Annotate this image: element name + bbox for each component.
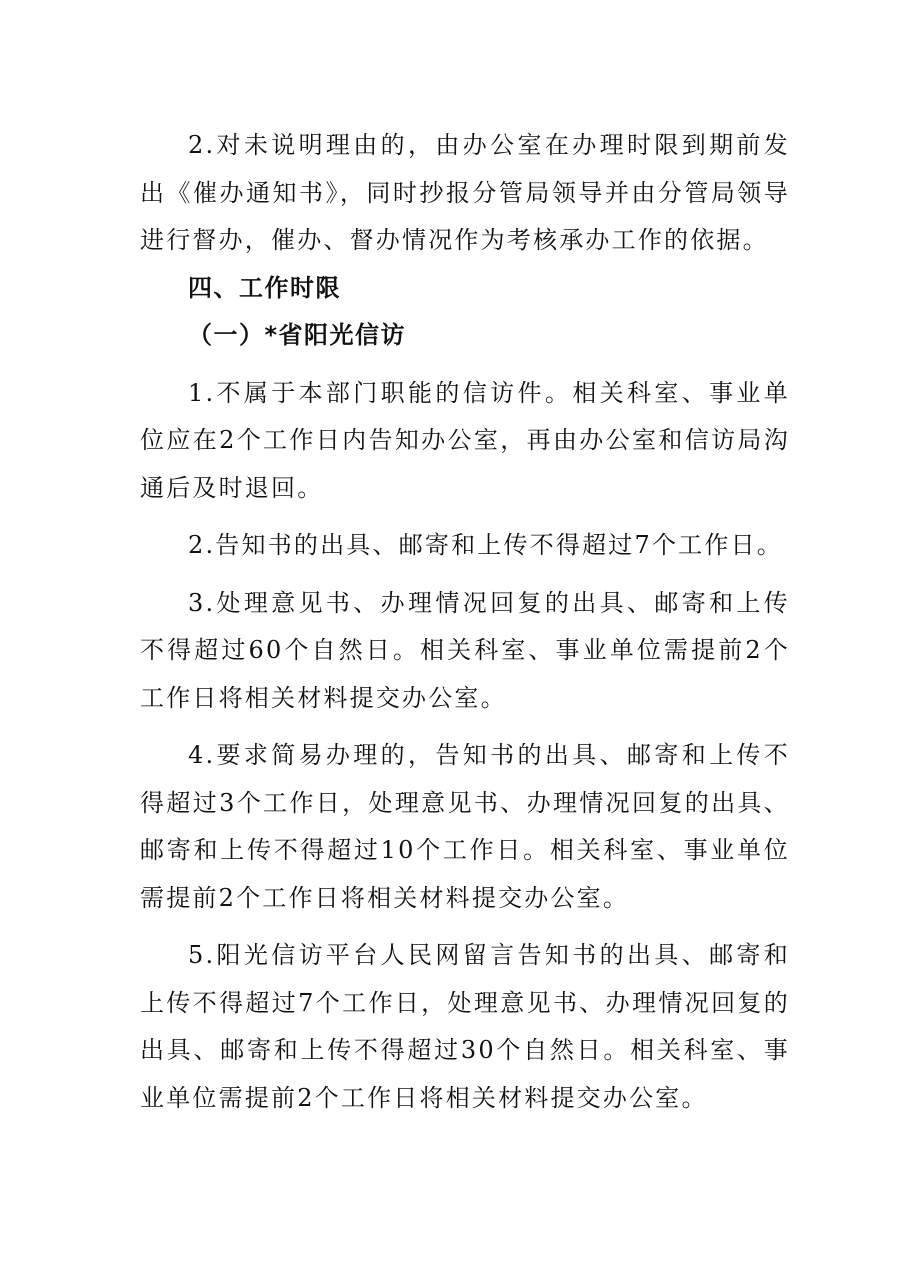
subsection-heading-sunshine-petition: （一）*省阳光信访 xyxy=(188,321,407,349)
paragraph-item-5: 5.阳光信访平台人民网留言告知书的出具、邮寄和上传不得超过7个工作日，处理意见书、办理情况回复的出具、邮寄和上传不得超过30个自然日。相关科室、事业单位需提前2个工作日将相关材料提交办公室。 xyxy=(140,941,790,1112)
paragraph-item-3: 3.处理意见书、办理情况回复的出具、邮寄和上传不得超过60个自然日。相关科室、事业单位需提前2个工作日将相关材料提交办公室。 xyxy=(140,588,790,712)
document-body xyxy=(140,122,790,1122)
section-heading-work-time-limits: 四、工作时限 xyxy=(188,273,341,302)
paragraph-urge-notice: 2.对未说明理由的，由办公室在办理时限到期前发出《催办通知书》，同时抄报分管局领导并由分管局领导进行督办，催办、督办情况作为考核承办工作的依据。 xyxy=(140,131,790,254)
paragraph-item-2: 2.告知书的出具、邮寄和上传不得超过7个工作日。 xyxy=(188,531,783,559)
paragraph-item-1: 1.不属于本部门职能的信访件。相关科室、事业单位应在2个工作日内告知办公室，再由办公室和信访局沟通后及时退回。 xyxy=(140,378,790,502)
paragraph-item-4: 4.要求简易办理的，告知书的出具、邮寄和上传不得超过3个工作日，处理意见书、办理情况回复的出具、邮寄和上传不得超过10个工作日。相关科室、事业单位需提前2个工作日将相关材料提交办公室。 xyxy=(140,741,790,912)
